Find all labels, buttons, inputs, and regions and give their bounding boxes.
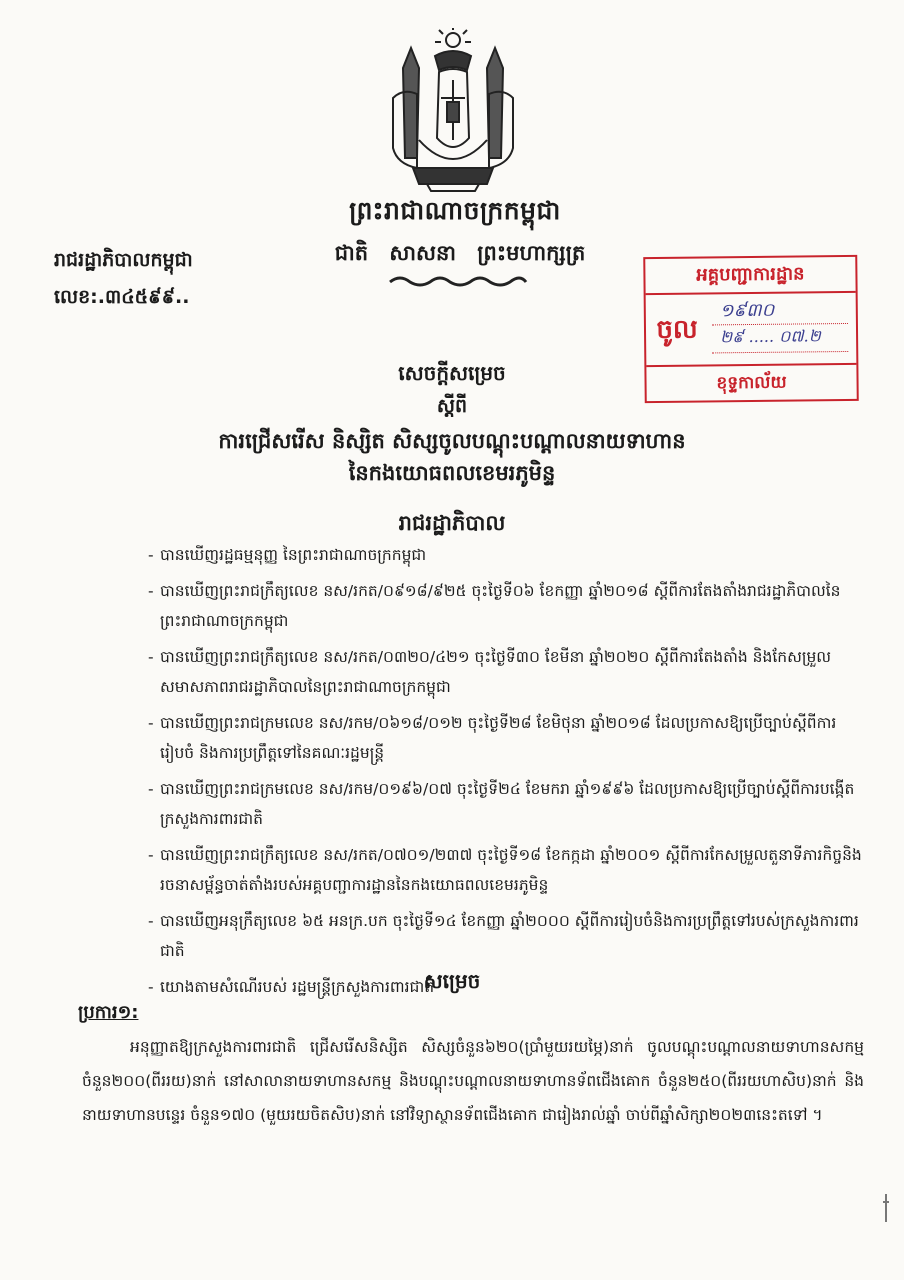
stamp-side-label: ចូល (656, 314, 698, 345)
royal-coat-of-arms-emblem (383, 28, 523, 193)
considerations-list (148, 540, 868, 1008)
subject-line-2: នៃកងយោធពលខេមរភូមិន្ទ (348, 461, 556, 485)
consideration-item: - យោងតាមសំណើរបស់ រដ្ឋមន្ត្រីក្រសួងការពារជាតិ (148, 972, 868, 1002)
paper-clip-mark (880, 1192, 892, 1228)
national-motto: ជាតិ សាសនា ព្រះមហាក្សត្រ (334, 241, 586, 265)
consideration-item: - បានឃើញរដ្ឋធម្មនុញ្ញ នៃព្រះរាជាណាចក្រកម្ពុជា (148, 540, 868, 570)
stamp-title: អគ្គបញ្ជាការដ្ឋាន (645, 257, 855, 295)
stamp-number: ១៩៣០ (719, 299, 775, 322)
stamp-divider (712, 351, 848, 353)
stamp-date: ២៩ ..... ០៧.២ (719, 326, 821, 347)
consideration-item: - បានឃើញអនុក្រឹត្យលេខ ៦៥ អនក្រ.បក ចុះថ្ងៃទី១៤ ខែកញ្ញា ឆ្នាំ២០០០ ស្តីពីការរៀបចំនិងការប្រព្រឹត្តទៅរបស់ក្រសួងការពារជាតិ (148, 906, 868, 966)
consideration-item: - បានឃើញព្រះរាជក្រឹត្យលេខ នស/រកត/០៩១៨/៩២៥ ចុះថ្ងៃទី០៦ ខែកញ្ញា ឆ្នាំ២០១៨ ស្តីពីការតែងតាំងរាជរដ្ឋាភិបាលនៃព្រះរាជាណាចក្រកម្ពុជា (148, 576, 868, 636)
government-header: រាជរដ្ឋាភិបាលកម្ពុជា (54, 249, 193, 271)
subject-line-1: ការជ្រើសរើស និស្សិត សិស្សចូលបណ្តុះបណ្តាលនាយទាហាន (218, 429, 686, 453)
kingdom-title: ព្រះរាជាណាចក្រកម្ពុជា (349, 196, 561, 225)
issuing-authority: រាជរដ្ឋាភិបាល (398, 511, 506, 535)
consideration-item: - បានឃើញព្រះរាជក្រមលេខ នស/រកម/០៦១៨/០១២ ចុះថ្ងៃទី២៨ ខែមិថុនា ឆ្នាំ២០១៨ ដែលប្រកាសឱ្យប្រើច្បាប់ស្តីពីការរៀបចំ និងការប្រព្រឹត្តទៅនៃគណៈរដ្ឋមន្ត្រី (148, 708, 868, 768)
consideration-item: - បានឃើញព្រះរាជក្រមលេខ នស/រកម/០១៩៦/០៧ ចុះថ្ងៃទី២៤ ខែមករា ឆ្នាំ១៩៩៦ ដែលប្រកាសឱ្យប្រើច្បាប់ស្តីពីការបង្កើតក្រសួងការពារជាតិ (148, 774, 868, 834)
reference-number: លេខ:.៣៤៥៩៩.. (54, 286, 190, 308)
document-type: សេចក្តីសម្រេច (398, 361, 506, 385)
document-about: ស្តីពី (436, 395, 468, 417)
stamp-footer: ខុទ្ទកាល័យ (646, 363, 856, 401)
article-label: ប្រការ១: (78, 1002, 139, 1023)
decision-heading: សម្រេច (423, 969, 481, 993)
consideration-item: - បានឃើញព្រះរាជក្រឹត្យលេខ នស/រកត/០៧០១/២៣៧ ចុះថ្ងៃទី១៨ ខែកក្កដា ឆ្នាំ២០០១ ស្តីពីការកែសម្រួលតួនាទីភារកិច្ចនិងរចនាសម្ព័ន្ធចាត់តាំងរបស់អគ្គបញ្ជាការដ្ឋាននៃកងយោធពលខេមរភូមិន្ទ (148, 840, 868, 900)
consideration-item: - បានឃើញព្រះរាជក្រឹត្យលេខ នស/រកត/០៣២០/៤២១ ចុះថ្ងៃទី៣០ ខែមីនា ឆ្នាំ២០២០ ស្តីពីការតែងតាំង និងកែសម្រួលសមាសភាពរាជរដ្ឋាភិបាលនៃព្រះរាជាណាចក្រកម្ពុជា (148, 642, 868, 702)
ornament-divider (388, 274, 528, 288)
article-text: អនុញ្ញាតឱ្យក្រសួងការពារជាតិ ជ្រើសរើសនិស្សិត សិស្សចំនួន៦២០(ប្រាំមួយរយម្ភៃ)នាក់ ចូលបណ្តុះបណ្តាលនាយទាហានសកម្ម ចំនួន២០០(ពីររយ)នាក់ នៅសាលានាយទាហានសកម្ម និងបណ្តុះបណ្តាលនាយទាហានទ័ពជើងគោក ចំនួន២៥០(ពីររយហាសិប)នាក់ និងនាយទាហានបន្ទេរ ចំនួន១៧០ (មួយរយចិតសិប)នាក់ នៅវិទ្យាស្ថានទ័ពជើងគោក ជារៀងរាល់ឆ្នាំ ចាប់ពីឆ្នាំសិក្សា២០២៣នេះតទៅ ។ (82, 1038, 864, 1124)
